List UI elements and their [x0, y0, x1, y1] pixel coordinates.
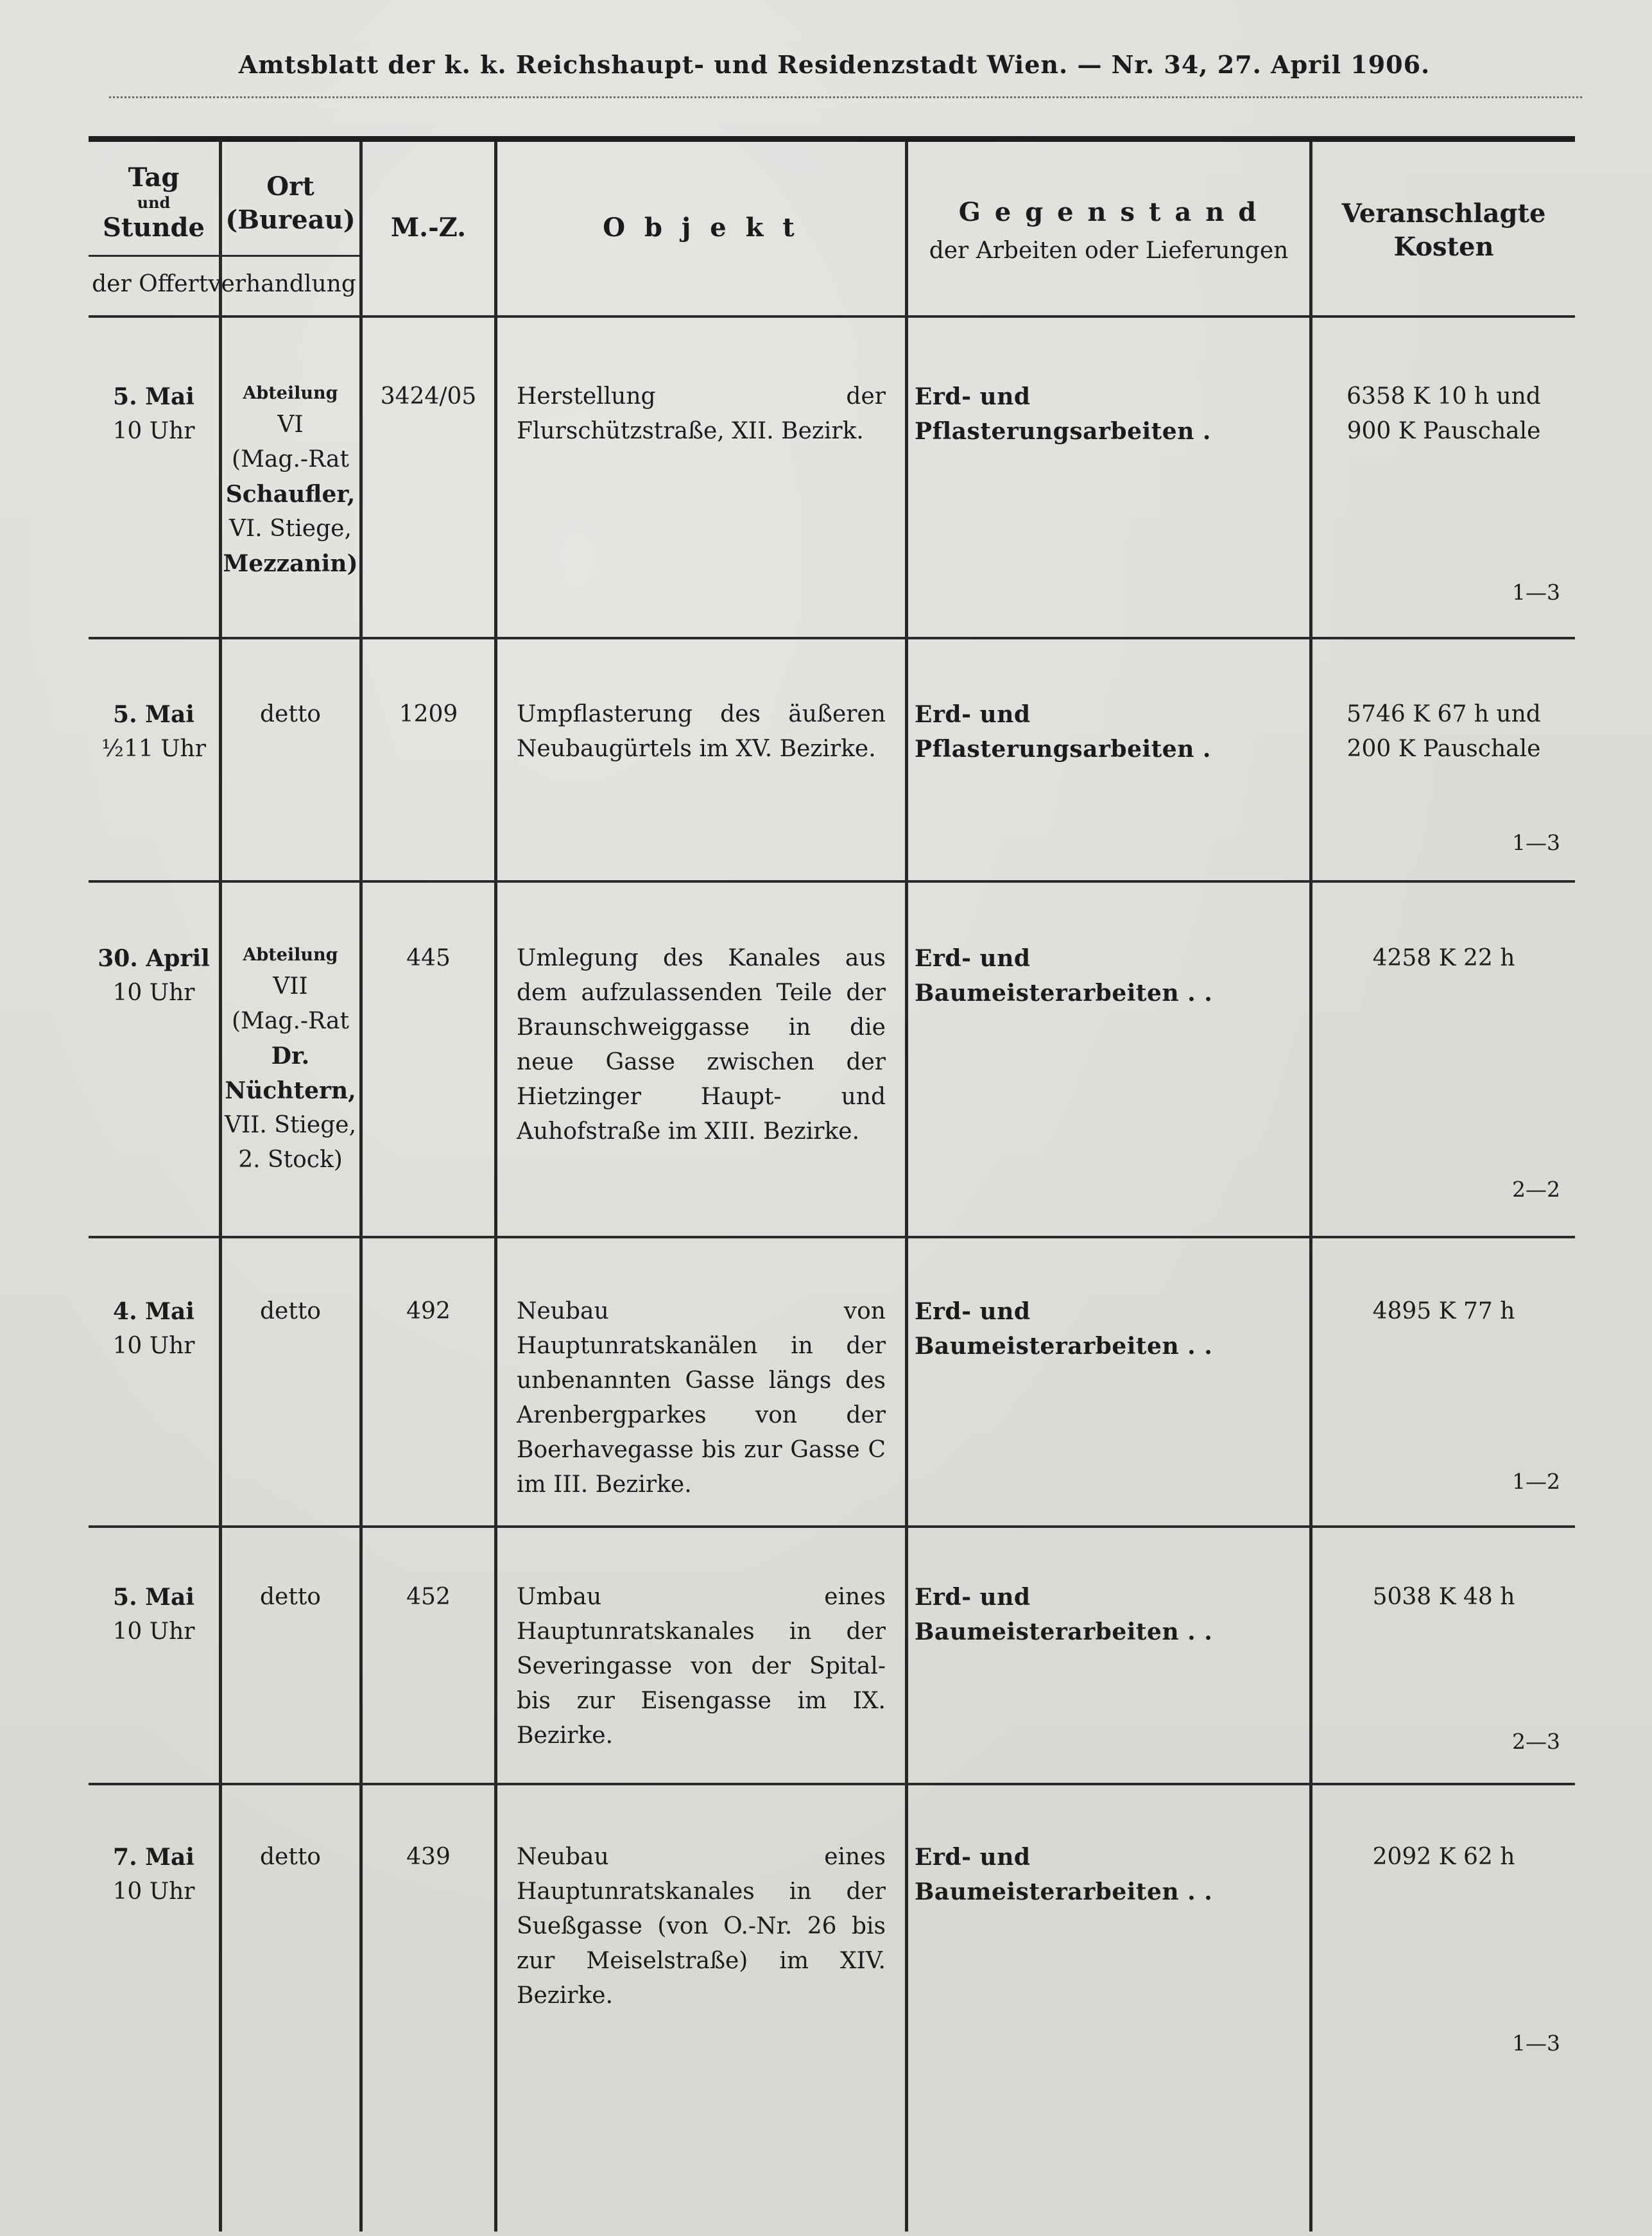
header-bottom-rule: [89, 315, 1575, 318]
row-date-time: 10 Uhr: [112, 1878, 195, 1905]
row-date: [89, 1840, 219, 1909]
row-objekt: Neubau eines Hauptunratskanales in der Sueßgasse (von O.-Nr. 26 bis zur Meiselstraße) im XIV. Bezirke.: [517, 1844, 886, 2009]
row-ratio: 1—3: [1512, 580, 1560, 605]
row-date-day: 5. Mai: [113, 701, 194, 728]
header-ort: [221, 170, 359, 237]
row-gegenstand: Erd- und Baumeisterarbeiten . .: [915, 1844, 1213, 1905]
row-ort: [221, 1294, 359, 1329]
header-tag-stunde: [89, 161, 219, 245]
offer-table: [89, 136, 1575, 2232]
row-mz: 3424/05: [380, 383, 477, 410]
row-cost: [1312, 941, 1575, 976]
header-ort-label: Ort: [266, 171, 314, 202]
row-ort-line: Dr.: [271, 1043, 310, 1070]
row-date-time: 10 Uhr: [112, 1333, 195, 1359]
header-bureau-label: (Bureau): [225, 205, 356, 235]
row-divider: [89, 1236, 1575, 1238]
row-ort: [221, 697, 359, 732]
col-divider: [494, 142, 497, 2232]
row-date: [89, 697, 219, 767]
header-gegenstand: G e g e n s t a n d: [958, 197, 1259, 227]
header-tag: Tag: [128, 162, 180, 193]
row-cost: [1312, 379, 1575, 449]
row-ort-line: 2. Stock): [238, 1147, 343, 1173]
row-ratio: 2—2: [1512, 1177, 1560, 1202]
row-cost: [1312, 1294, 1575, 1329]
row-cost: [1312, 1580, 1575, 1615]
row-ort-line: Mezzanin): [223, 550, 358, 577]
header-und: und: [137, 193, 171, 212]
col-divider: [905, 142, 908, 2232]
row-ort-line: VII: [273, 973, 308, 1000]
row-divider: [89, 880, 1575, 883]
row-ort: [221, 941, 359, 1177]
row-ort-line: (Mag.-Rat: [232, 446, 349, 472]
row-cost-line2: 900 K Pauschale: [1347, 418, 1541, 444]
row-date: [89, 1580, 219, 1649]
row-ort-abteilung: Abteilung: [243, 383, 338, 403]
row-cost: [1312, 1840, 1575, 1875]
row-date-day: 30. April: [98, 945, 210, 972]
row-date-time: 10 Uhr: [112, 418, 195, 444]
row-ort-line: VI. Stiege,: [229, 516, 352, 542]
header-kosten-label2: Kosten: [1393, 232, 1494, 262]
row-cost-line1: 4258 K 22 h: [1372, 945, 1515, 971]
row-ratio: 2—3: [1512, 1729, 1560, 1754]
header-stunde: Stunde: [103, 212, 205, 243]
row-divider: [89, 637, 1575, 639]
header-objekt: O b j e k t: [603, 212, 800, 243]
header-kosten-label1: Veranschlagte: [1341, 198, 1546, 229]
row-date-time: 10 Uhr: [112, 1618, 195, 1645]
row-date-day: 5. Mai: [113, 383, 194, 410]
row-mz: 492: [406, 1298, 451, 1324]
row-ort-abteilung: Abteilung: [243, 945, 338, 965]
header-gegenstand-sub: der Arbeiten oder Lieferungen: [929, 238, 1289, 264]
row-objekt: Umpflasterung des äußeren Neubaugürtels im XV. Bezirke.: [517, 701, 886, 762]
col-divider: [359, 142, 363, 2232]
row-ort: [221, 1580, 359, 1615]
row-objekt: Umlegung des Kanales aus dem aufzulassenden Teile der Braunschweiggasse in die neue Gasse zwischen der Hietzinger Haupt- und Auhofstraße im XIII. Bezirke.: [517, 945, 886, 1145]
row-ratio: 1—3: [1512, 2031, 1560, 2056]
header-offertverhandlung: der Offertverhandlung: [92, 271, 356, 297]
row-objekt: Umbau eines Hauptunratskanales in der Severingasse von der Spital- bis zur Eisengasse im IX. Bezirke.: [517, 1584, 886, 1749]
row-gegenstand: Erd- und Baumeisterarbeiten . .: [915, 1298, 1213, 1360]
row-cost-line1: 4895 K 77 h: [1372, 1298, 1515, 1324]
row-cost-line1: 5038 K 48 h: [1372, 1584, 1515, 1610]
row-gegenstand: Erd- und Pflasterungsarbeiten .: [915, 701, 1211, 763]
row-date: [89, 1294, 219, 1364]
row-ort-line: Nüchtern,: [225, 1077, 356, 1104]
row-date-day: 4. Mai: [113, 1298, 194, 1325]
row-mz: 1209: [399, 701, 458, 727]
row-cost-line1: 5746 K 67 h und: [1347, 701, 1541, 727]
row-ort-line: VII. Stiege,: [224, 1112, 357, 1138]
row-divider: [89, 1783, 1575, 1785]
row-ratio: 1—3: [1512, 830, 1560, 855]
row-ort-line: (Mag.-Rat: [232, 1008, 349, 1034]
row-ort-line: detto: [260, 1298, 321, 1324]
header-kosten: [1312, 197, 1575, 264]
row-ort-line: Schaufler,: [225, 481, 356, 508]
row-ort: [221, 379, 359, 581]
row-gegenstand: Erd- und Pflasterungsarbeiten .: [915, 383, 1211, 445]
row-gegenstand: Erd- und Baumeisterarbeiten . .: [915, 945, 1213, 1007]
row-ort: [221, 1840, 359, 1875]
row-ort-line: detto: [260, 701, 321, 727]
row-date-day: 7. Mai: [113, 1844, 194, 1871]
row-date: [89, 941, 219, 1010]
row-cost: [1312, 697, 1575, 767]
row-objekt: Neubau von Hauptunratskanälen in der unbenannten Gasse längs des Arenbergparkes von der Boerhavegasse bis zur Gasse C im III. Bezirke.: [517, 1298, 886, 1498]
row-mz: 445: [406, 945, 451, 971]
row-ratio: 1—2: [1512, 1469, 1560, 1494]
row-ort-line: detto: [260, 1584, 321, 1610]
row-ort-line: detto: [260, 1844, 321, 1870]
header-mz: M.-Z.: [390, 212, 467, 243]
page-header: Amtsblatt der k. k. Reichshaupt- und Residenzstadt Wien. — Nr. 34, 27. April 1906.: [238, 50, 1431, 79]
row-date-time: 10 Uhr: [112, 980, 195, 1006]
row-date-time: ½11 Uhr: [101, 736, 206, 762]
row-cost-line1: 2092 K 62 h: [1372, 1844, 1515, 1870]
row-cost-line2: 200 K Pauschale: [1347, 736, 1541, 762]
row-mz: 452: [406, 1584, 451, 1610]
row-mz: 439: [406, 1844, 451, 1870]
header-sub-rule: [89, 255, 359, 257]
row-cost-line1: 6358 K 10 h und: [1347, 383, 1541, 410]
row-objekt: Herstellung der Flurschützstraße, XII. Bezirk.: [517, 383, 886, 444]
row-ort-line: VI: [277, 412, 304, 438]
row-date-day: 5. Mai: [113, 1584, 194, 1611]
header-rule: [109, 96, 1582, 98]
row-date: [89, 379, 219, 449]
row-gegenstand: Erd- und Baumeisterarbeiten . .: [915, 1584, 1213, 1645]
row-divider: [89, 1525, 1575, 1528]
